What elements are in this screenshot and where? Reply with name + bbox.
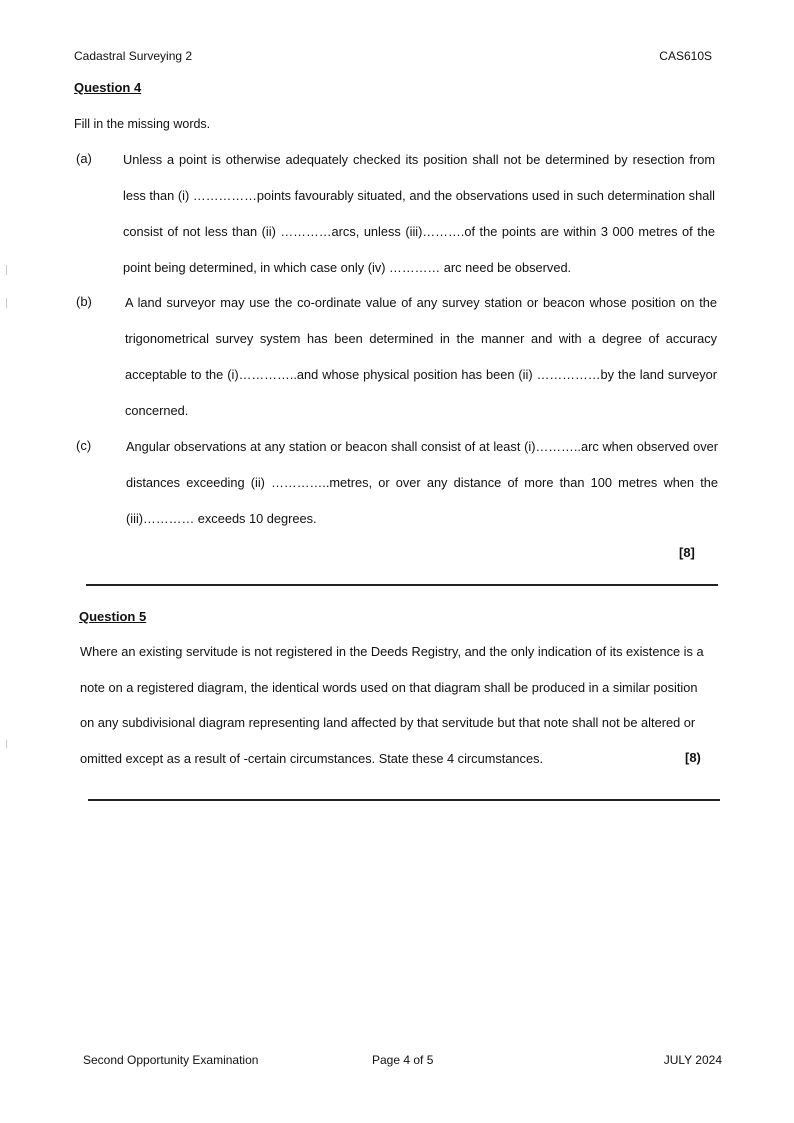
section-divider: [86, 584, 718, 586]
footer-date: JULY 2024: [663, 1053, 722, 1067]
question-5-text: [80, 634, 710, 776]
question-4-heading: Question 4: [74, 80, 142, 95]
course-title: Cadastral Surveying 2: [74, 49, 193, 63]
question-5-marks: [8): [685, 750, 701, 765]
page-number: Page 4 of 5: [372, 1053, 434, 1067]
scan-artifact: [6, 298, 7, 308]
question-4-intro: Fill in the missing words.: [74, 117, 211, 131]
question-4-marks: [8]: [679, 545, 695, 560]
question-5-body: Where an existing servitude is not registered in the Deeds Registry, and the only indication of its existence is a note on a registered diagram, the identical words used on that diagram shall be produced in a similar position on any subdivisional diagram representing land affected by that servitude but that note shall not be altered or omitted except as a result of -certain circumstances. State these 4 circumstances.: [80, 644, 704, 766]
footer-exam: Second Opportunity Examination: [83, 1053, 259, 1067]
item-c-label: (c): [76, 438, 92, 453]
item-c-text: Angular observations at any station or beacon shall consist of at least (i)………..arc when observed over distances exceeding (ii) …………..metres, or over any distance of more than 100 metres when the (iii)………… exceeds 10 degrees.: [126, 439, 718, 526]
section-divider: [88, 799, 720, 801]
item-b-label: (b): [76, 294, 92, 309]
scan-artifact: [6, 740, 7, 748]
item-b-text: A land surveyor may use the co-ordinate value of any survey station or beacon whose position on the trigonometrical survey system has been determined in the manner and with a degree of accuracy acceptable to the (i)…………..and whose physical position has been (ii) ……………by the land surveyor concerned.: [125, 295, 717, 418]
item-a-text: Unless a point is otherwise adequately checked its position shall not be determined by resection from less than (i) ……………points favourably situated, and the observations used in such determination shall consist of not less than (ii) …………arcs, unless (iii)……….of the points are within 3 000 metres of the point being determined, in which case only (iv) ………… arc need be observed.: [123, 152, 715, 275]
item-a-label: (a): [76, 151, 92, 166]
scan-artifact: [6, 265, 7, 275]
course-code: CAS610S: [659, 49, 712, 63]
question-5-heading: Question 5: [79, 609, 147, 624]
